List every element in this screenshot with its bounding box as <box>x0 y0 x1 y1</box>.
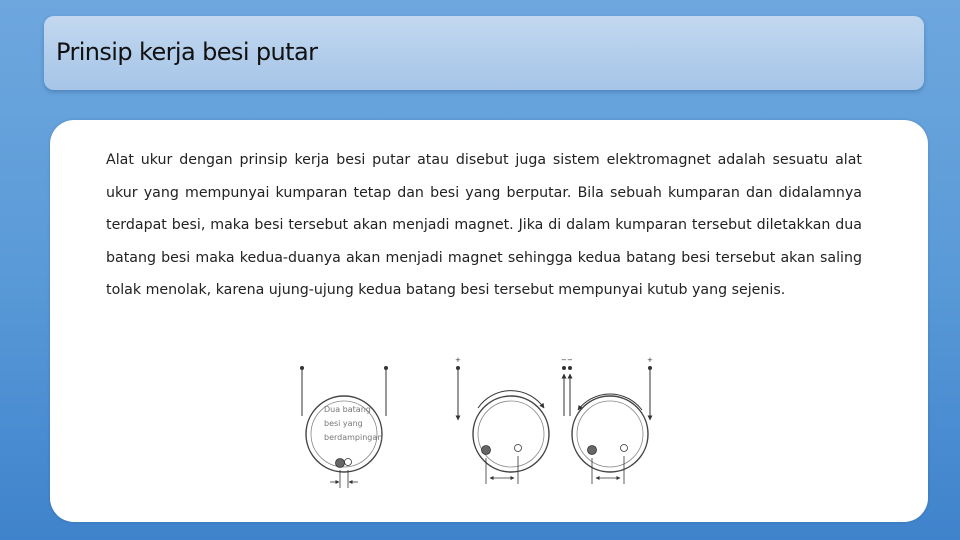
polarity-sign-3: − <box>567 356 573 364</box>
slide-title: Prinsip kerja besi putar <box>56 38 318 66</box>
content-panel <box>50 120 928 522</box>
coil-diagram-1 <box>300 366 388 488</box>
coil-diagram-3 <box>567 356 653 484</box>
polarity-sign-2: − <box>561 356 567 364</box>
iron-label-line-2: besi yang <box>324 419 363 428</box>
iron-label-line-1: Dua batang <box>324 405 371 414</box>
polarity-sign-1: + <box>455 356 461 364</box>
iron-label-line-3: berdampingan <box>324 433 383 442</box>
title-bar <box>44 16 924 90</box>
moving-iron-diagram <box>286 352 666 518</box>
body-paragraph: Alat ukur dengan prinsip kerja besi putar atau disebut juga sistem elektromagnet adalah sesuatu alat ukur yang mempunyai kumparan tetap dan besi yang berputar. Bila sebuah kumparan dan didalamnya terdapat besi, maka besi tersebut akan menjadi magnet. Jika di dalam kumparan tersebut diletakkan dua batang besi maka kedua-duanya akan menjadi magnet sehingga kedua batang besi tersebut akan saling tolak menolak, karena ujung-ujung kedua batang besi tersebut mempunyai kutub yang sejenis. <box>106 152 862 299</box>
coil-diagram-2 <box>455 356 567 484</box>
polarity-sign-4: + <box>647 356 653 364</box>
